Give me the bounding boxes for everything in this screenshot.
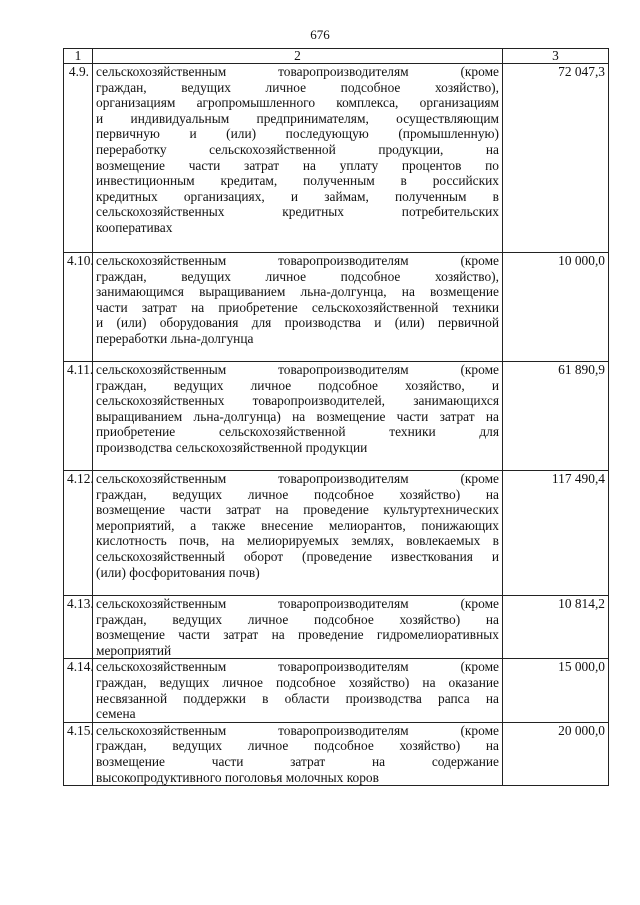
description-line: возмещение части затрат на уплату процентов по <box>96 157 499 173</box>
description-line: инвестиционным кредитам, полученным в российских <box>96 173 499 189</box>
description-line: сельскохозяйственным товаропроизводителям (кроме <box>96 659 499 675</box>
description-line: переработки льна-долгунца <box>96 330 254 346</box>
description-line: и (или) оборудования для производства и (или) первичной <box>96 315 499 331</box>
description-line: сельскохозяйственный оборот (проведение известкования и <box>96 548 499 564</box>
row-number: 4.13. <box>64 596 93 659</box>
column-header-number: 1 <box>64 49 93 64</box>
row-amount: 10 814,2 <box>503 596 609 659</box>
row-number: 4.12. <box>64 471 93 596</box>
description-line: организациям агропромышленного комплекса, организациям <box>96 95 499 111</box>
description-line: возмещение части затрат на содержание <box>96 753 499 769</box>
row-description <box>93 362 503 471</box>
row-number: 4.10. <box>64 253 93 362</box>
row-amount: 10 000,0 <box>503 253 609 362</box>
row-number: 4.15. <box>64 722 93 785</box>
row-amount: 15 000,0 <box>503 659 609 722</box>
description-line: граждан, ведущих личное подсобное хозяйство) на оказание <box>96 674 499 690</box>
description-line: сельскохозяйственным товаропроизводителям (кроме <box>96 362 499 377</box>
table-body <box>64 64 609 786</box>
row-number: 4.14. <box>64 659 93 722</box>
description-line: первичную и (или) последующую (промышленную) <box>96 126 499 142</box>
description-line: граждан, ведущих личное подсобное хозяйство) на <box>96 738 499 754</box>
description-line: занимающимся выращиванием льна-долгунца, на возмещение <box>96 284 499 300</box>
description-line: кислотность почв, на мелиорируемых землях, вовлекаемых в <box>96 533 499 549</box>
description-line: кредитных организациях, и займам, полученным в <box>96 188 499 204</box>
description-line: части затрат на приобретение сельскохозяйственной техники <box>96 299 499 315</box>
description-line: граждан, ведущих личное подсобное хозяйство) на <box>96 486 499 502</box>
description-line: несвязанной поддержки в области производства рапса на <box>96 690 499 706</box>
row-amount: 61 890,9 <box>503 362 609 471</box>
row-amount: 72 047,3 <box>503 64 609 253</box>
description-line: сельскохозяйственным товаропроизводителям (кроме <box>96 722 499 738</box>
row-description <box>93 659 503 722</box>
description-line: переработку сельскохозяйственной продукции, на <box>96 141 499 157</box>
budget-table <box>63 48 609 786</box>
description-line: сельскохозяйственных кредитных потребительских <box>96 204 499 220</box>
description-line: кооперативах <box>96 219 173 235</box>
description-line: мероприятий <box>96 642 172 658</box>
description-line: мероприятий, а также внесение мелиорантов, понижающих <box>96 517 499 533</box>
description-line: производства сельскохозяйственной продукции <box>96 439 368 455</box>
description-line: семена <box>96 706 136 722</box>
row-number: 4.9. <box>64 64 93 253</box>
row-description <box>93 596 503 659</box>
description-line: (или) фосфоритования почв) <box>96 564 260 580</box>
table-row <box>64 596 609 659</box>
description-line: граждан, ведущих личное подсобное хозяйство), <box>96 268 499 284</box>
row-number: 4.11. <box>64 362 93 471</box>
description-line: сельскохозяйственным товаропроизводителям (кроме <box>96 253 499 268</box>
column-header-description: 2 <box>93 49 503 64</box>
row-amount: 20 000,0 <box>503 722 609 785</box>
description-line: и индивидуальным предпринимателям, осуществляющим <box>96 110 499 126</box>
row-description <box>93 253 503 362</box>
description-line: сельскохозяйственным товаропроизводителям (кроме <box>96 596 499 611</box>
description-line: возмещение части затрат на проведение гидромелиоративных <box>96 627 499 643</box>
page-number: 676 <box>310 27 330 42</box>
table-header-row <box>64 49 609 64</box>
description-line: сельскохозяйственным товаропроизводителям (кроме <box>96 64 499 79</box>
table-row <box>64 362 609 471</box>
description-line: выращиванием льна-долгунца) на возмещение части затрат на <box>96 408 499 424</box>
table-row <box>64 659 609 722</box>
description-line: высокопродуктивного поголовья молочных коров <box>96 769 379 785</box>
description-line: граждан, ведущих личное подсобное хозяйство), <box>96 79 499 95</box>
table-row <box>64 471 609 596</box>
table-row <box>64 722 609 785</box>
row-description <box>93 471 503 596</box>
row-amount: 117 490,4 <box>503 471 609 596</box>
table-row <box>64 253 609 362</box>
description-line: приобретение сельскохозяйственной техники для <box>96 424 499 440</box>
description-line: граждан, ведущих личное подсобное хозяйство) на <box>96 611 499 627</box>
table-row <box>64 64 609 253</box>
description-line: сельскохозяйственным товаропроизводителям (кроме <box>96 471 499 486</box>
description-line: граждан, ведущих личное подсобное хозяйство, и <box>96 377 499 393</box>
row-description <box>93 64 503 253</box>
column-header-amount: 3 <box>503 49 609 64</box>
description-line: возмещение части затрат на проведение культуртехнических <box>96 502 499 518</box>
row-description <box>93 722 503 785</box>
description-line: сельскохозяйственных товаропроизводителей, занимающихся <box>96 393 499 409</box>
